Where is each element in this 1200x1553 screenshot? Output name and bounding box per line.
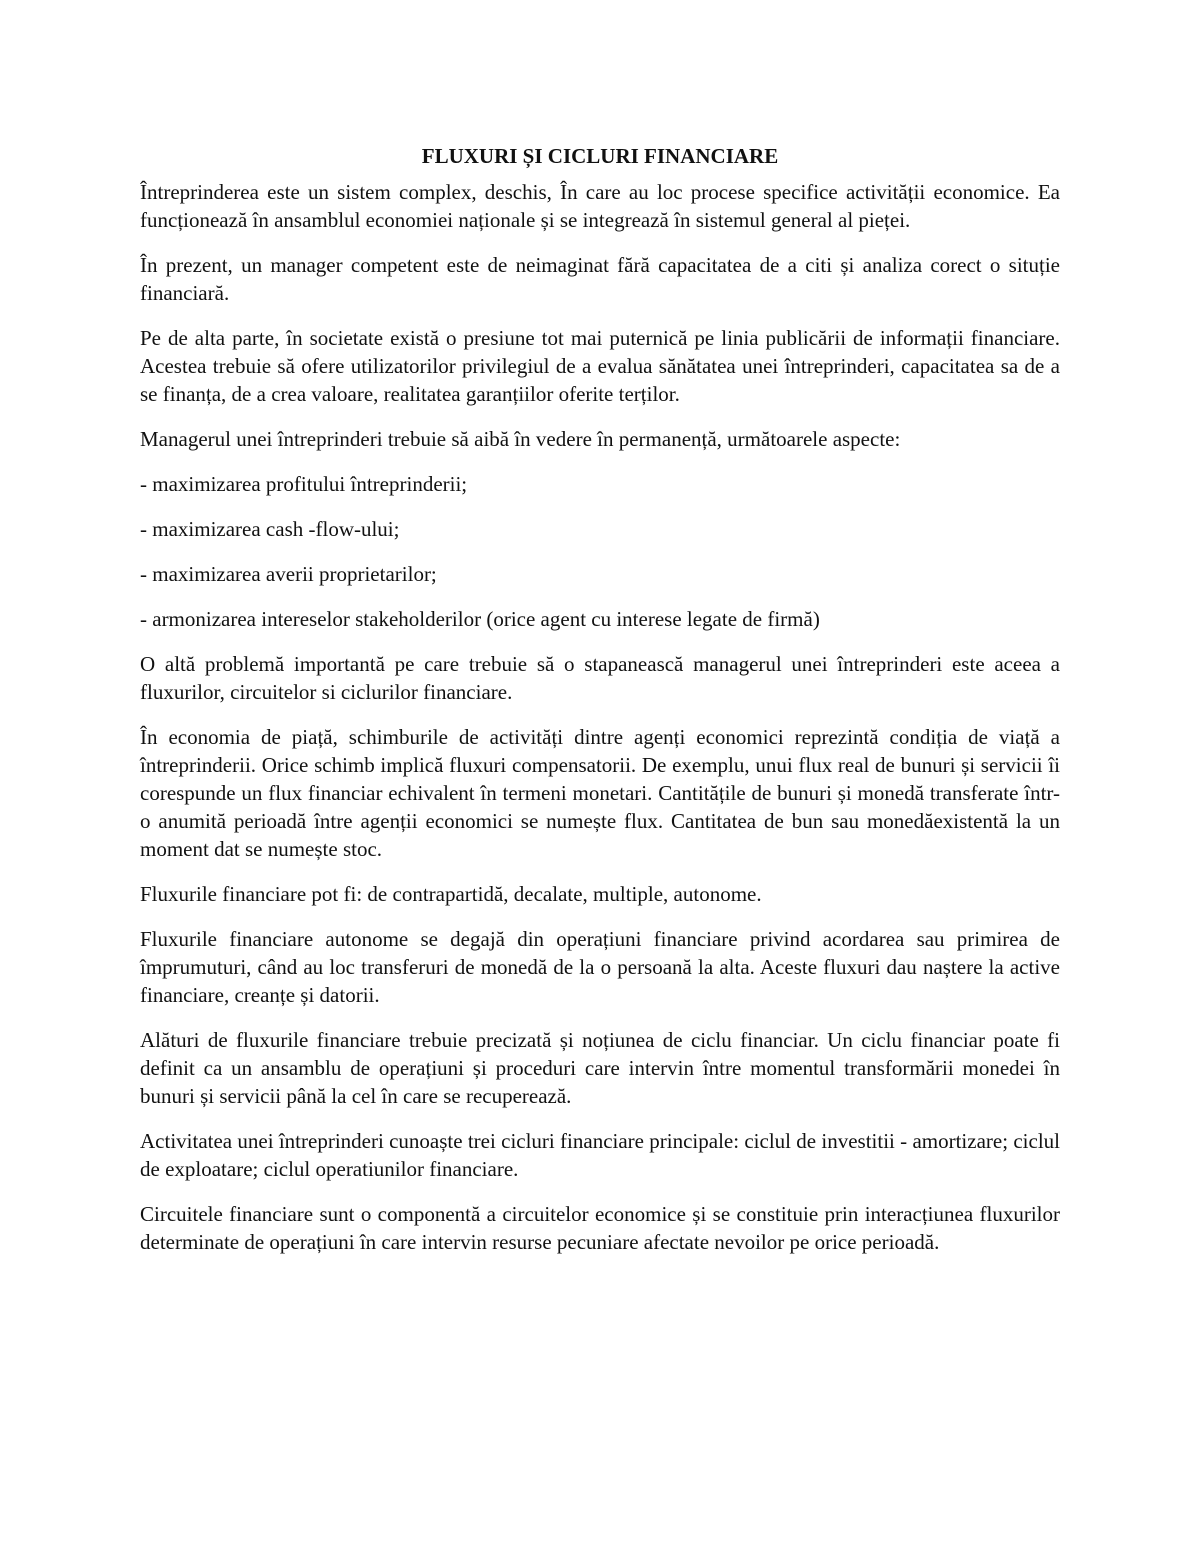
list-item: - maximizarea cash -flow-ului; <box>140 517 400 541</box>
list-item: - armonizarea intereselor stakeholderilor (orice agent cu interese legate de firmă) <box>140 607 820 631</box>
paragraph-economia-de-piata: În economia de piață, schimburile de activități dintre agenți economici reprezintă condiția de viață a întreprinderii. Orice schimb implică fluxuri compensatorii. De exemplu, unui flux real de bunuri și servicii îi corespunde un flux financiar echivalent în termeni monetari. Cantitățile de bunuri și monedă transferate într-o anumită perioadă între agenții economici se numește flux. Cantitatea de bun sau monedăexistentă la un moment dat se numește stoc. <box>140 725 1060 861</box>
list-item: - maximizarea profitului întreprinderii; <box>140 472 468 496</box>
paragraph-tipuri-fluxuri: Fluxurile financiare pot fi: de contrapartidă, decalate, multiple, autonome. <box>140 882 762 906</box>
paragraph-circuite-financiare: Circuitele financiare sunt o componentă a circuitelor economice și se constituie prin interacțiunea fluxurilor determinate de operațiuni în care intervin resurse pecuniare afectate nevoilor pe orice perioadă. <box>140 1202 1060 1254</box>
document-title: FLUXURI ȘI CICLURI FINANCIARE <box>421 144 779 168</box>
paragraph-alta-problema: O altă problemă importantă pe care trebuie să o stapanească managerul unei întreprinderi este aceea a fluxurilor, circuitelor si ciclurilor financiare. <box>140 652 1060 704</box>
paragraph-ciclu-financiar: Alături de fluxurile financiare trebuie precizată și noțiunea de ciclu financiar. Un ciclu financiar poate fi definit ca un ansamblu de operațiuni și proceduri care intervin între momentul transformării monedei în bunuri și servicii până la cel în care se recuperează. <box>140 1028 1060 1108</box>
paragraph-presiune: Pe de alta parte, în societate există o presiune tot mai puternică pe linia publicării de informații financiare. Acestea trebuie să ofere utilizatorilor privilegiul de a evalua sănătatea unei întreprinderi, capacitatea sa de a se finanța, de a crea valoare, realitatea garanțiilor oferite terților. <box>140 326 1060 406</box>
paragraph-intro: Întreprinderea este un sistem complex, deschis, În care au loc procese specifice activității economice. Ea funcționează în ansamblul economiei naționale și se integrează în sistemul general al pieței. <box>140 180 1060 232</box>
paragraph-fluxuri-autonome: Fluxurile financiare autonome se degajă din operațiuni financiare privind acordarea sau primirea de împrumuturi, când au loc transferuri de monedă de la o persoană la alta. Aceste fluxuri dau naștere la active financiare, creanțe și datorii. <box>140 927 1060 1007</box>
paragraph-cicluri-principale: Activitatea unei întreprinderi cunoaște trei cicluri financiare principale: ciclul de investitii - amortizare; ciclul de exploatare; ciclul operatiunilor financiare. <box>140 1129 1060 1181</box>
list-item: - maximizarea averii proprietarilor; <box>140 562 437 586</box>
paragraph-manager-competent: În prezent, un manager competent este de neimaginat fără capacitatea de a citi și analiza corect o situție financiară. <box>140 253 1060 305</box>
paragraph-aspecte-intro: Managerul unei întreprinderi trebuie să aibă în vedere în permanență, următoarele aspecte: <box>140 427 901 451</box>
